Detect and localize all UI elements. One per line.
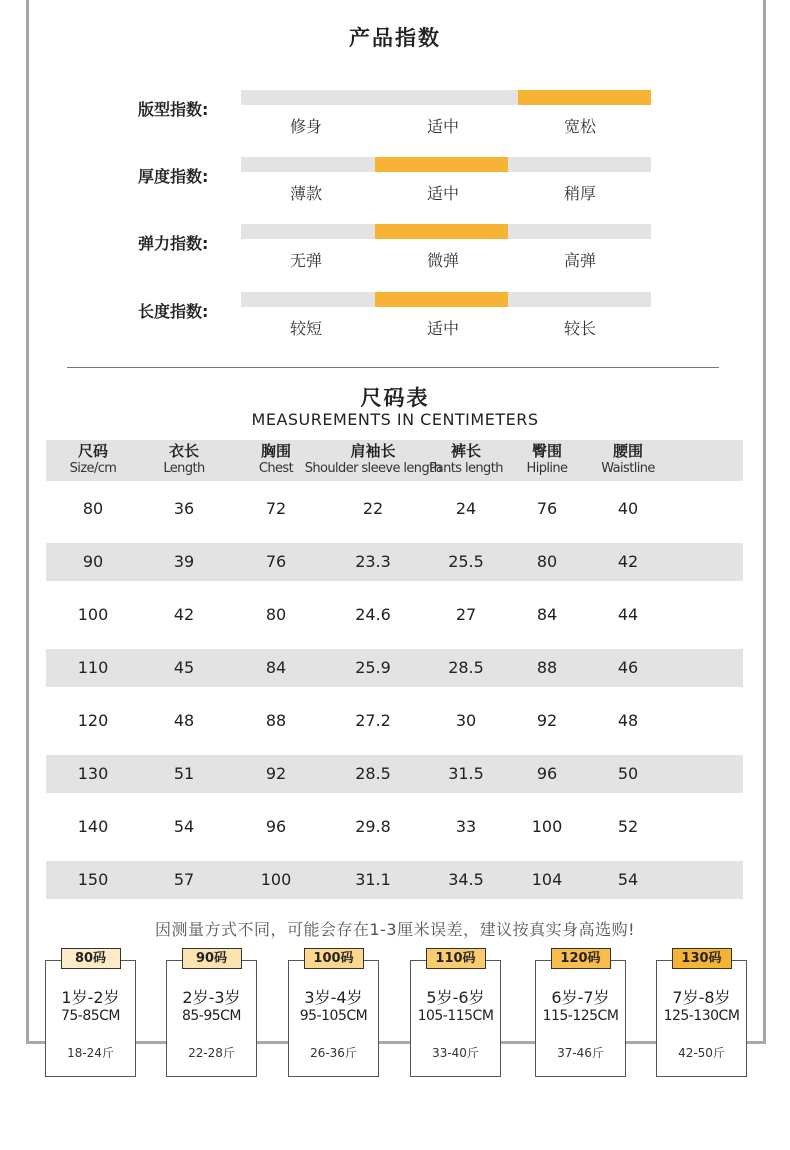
- header-zh: 胸围: [260, 442, 291, 460]
- table-cell: 90: [82, 552, 104, 571]
- index-row: [0, 157, 790, 207]
- size-badge: 100码: [304, 948, 364, 969]
- table-cell: 84: [265, 658, 287, 677]
- header-zh: 臀围: [531, 442, 562, 460]
- index-label: 厚度指数:: [138, 167, 209, 186]
- product-index-title: 产品指数: [349, 26, 441, 50]
- table-cell: 100: [260, 870, 292, 889]
- size-table-header: [46, 440, 743, 481]
- header-en: Pants length: [429, 461, 503, 476]
- header-zh: 尺码: [77, 442, 108, 460]
- header-en: Shoulder sleeve length: [304, 461, 442, 476]
- table-cell: 48: [617, 711, 639, 730]
- table-cell: 28.5: [448, 658, 484, 677]
- card-height-range: 75-85CM: [60, 1008, 121, 1024]
- table-cell: 54: [173, 817, 195, 836]
- table-cell: 36: [173, 499, 195, 518]
- index-bar: [241, 224, 651, 239]
- table-cell: 84: [536, 605, 558, 624]
- table-row: [46, 702, 743, 740]
- header-en: Length: [163, 461, 205, 476]
- index-option: 稍厚: [563, 184, 596, 203]
- size-chart-title: 尺码表: [360, 386, 430, 410]
- header-en: Hipline: [526, 461, 568, 476]
- table-cell: 150: [77, 870, 109, 889]
- table-header-cell: [601, 443, 655, 477]
- table-cell: 40: [617, 499, 639, 518]
- table-row: [46, 596, 743, 634]
- table-cell: 51: [173, 764, 195, 783]
- size-badge: 80码: [61, 948, 121, 969]
- card-weight-range: 37-46斤: [557, 1046, 604, 1060]
- table-cell: 80: [265, 605, 287, 624]
- table-cell: 27: [455, 605, 477, 624]
- table-row: [46, 543, 743, 581]
- table-cell: 22: [362, 499, 384, 518]
- index-bar-active-segment: [375, 224, 508, 239]
- card-age-range: 6岁-7岁: [551, 988, 610, 1007]
- header-zh: 肩袖长: [350, 442, 396, 460]
- card-height-range: 125-130CM: [663, 1008, 740, 1024]
- table-cell: 30: [455, 711, 477, 730]
- table-cell: 92: [265, 764, 287, 783]
- index-bar-segment: [241, 90, 374, 105]
- card-weight-range: 26-36斤: [310, 1046, 357, 1060]
- table-cell: 110: [77, 658, 109, 677]
- table-cell: 48: [173, 711, 195, 730]
- table-cell: 140: [77, 817, 109, 836]
- size-badge: 110码: [426, 948, 486, 969]
- header-zh: 裤长: [450, 442, 482, 460]
- size-card: [535, 951, 626, 1077]
- table-header-cell: [305, 443, 441, 477]
- size-card: [166, 951, 257, 1077]
- card-height-range: 105-115CM: [417, 1008, 494, 1024]
- card-weight-range: 42-50斤: [678, 1046, 725, 1060]
- card-weight-range: 33-40斤: [432, 1046, 479, 1060]
- size-card: [410, 951, 501, 1077]
- index-option: 宽松: [563, 117, 596, 136]
- card-weight-range: 22-28斤: [188, 1046, 235, 1060]
- table-cell: 76: [265, 552, 287, 571]
- table-cell: 27.2: [355, 711, 391, 730]
- table-cell: 100: [531, 817, 563, 836]
- index-bar: [241, 90, 651, 105]
- size-badge: 120码: [551, 948, 611, 969]
- index-bar-segment: [241, 224, 374, 239]
- table-row: [46, 649, 743, 687]
- index-row: [0, 90, 790, 140]
- size-badge: 90码: [182, 948, 242, 969]
- index-bar-segment: [241, 292, 374, 307]
- table-cell: 39: [173, 552, 195, 571]
- table-header-cell: [163, 443, 204, 477]
- table-header-cell: [259, 443, 293, 477]
- index-row: [0, 292, 790, 342]
- card-height-range: 85-95CM: [181, 1008, 242, 1024]
- header-zh: 衣长: [168, 442, 199, 460]
- index-bar: [241, 157, 651, 172]
- index-option: 适中: [426, 184, 459, 203]
- table-cell: 42: [617, 552, 639, 571]
- index-bar-segment: [518, 292, 651, 307]
- header-en: Chest: [258, 461, 294, 476]
- size-card: [288, 951, 379, 1077]
- header-zh: 腰围: [612, 442, 644, 460]
- table-cell: 88: [265, 711, 287, 730]
- card-age-range: 3岁-4岁: [304, 988, 363, 1007]
- index-option: 薄款: [289, 184, 322, 203]
- index-option: 适中: [426, 117, 459, 136]
- table-cell: 31.5: [448, 764, 484, 783]
- index-bar-segment: [375, 90, 508, 105]
- index-row: [0, 224, 790, 274]
- table-cell: 88: [536, 658, 558, 677]
- index-bar-active-segment: [375, 292, 508, 307]
- index-option: 较短: [289, 319, 322, 338]
- index-bar-active-segment: [518, 90, 651, 105]
- table-cell: 25.5: [448, 552, 484, 571]
- index-bar-segment: [241, 157, 374, 172]
- index-bar-segment: [518, 224, 651, 239]
- table-cell: 42: [173, 605, 195, 624]
- table-cell: 45: [173, 658, 195, 677]
- index-option: 较长: [563, 319, 596, 338]
- index-bar-segment: [518, 157, 651, 172]
- table-row: [46, 755, 743, 793]
- index-label: 版型指数:: [138, 100, 209, 119]
- index-label: 弹力指数:: [138, 234, 209, 253]
- table-cell: 29.8: [355, 817, 391, 836]
- table-row: [46, 490, 743, 528]
- size-badge: 130码: [672, 948, 732, 969]
- index-label: 长度指数:: [138, 302, 209, 321]
- table-cell: 130: [77, 764, 109, 783]
- table-header-cell: [429, 443, 503, 477]
- header-en: Size/cm: [69, 461, 117, 476]
- header-en: Waistline: [601, 461, 655, 476]
- table-row: [46, 808, 743, 846]
- index-option: 无弹: [289, 251, 322, 270]
- table-cell: 52: [617, 817, 639, 836]
- table-cell: 57: [173, 870, 195, 889]
- table-cell: 24: [455, 499, 477, 518]
- index-option: 高弹: [563, 251, 596, 270]
- table-cell: 120: [77, 711, 109, 730]
- index-option: 修身: [289, 117, 322, 136]
- card-age-range: 1岁-2岁: [61, 988, 120, 1007]
- table-cell: 34.5: [448, 870, 484, 889]
- card-weight-range: 18-24斤: [67, 1046, 114, 1060]
- card-height-range: 115-125CM: [542, 1008, 619, 1024]
- table-cell: 25.9: [355, 658, 391, 677]
- frame-bottom-line: [26, 1041, 766, 1044]
- table-header-cell: [70, 443, 117, 477]
- table-cell: 104: [531, 870, 563, 889]
- table-cell: 80: [82, 499, 104, 518]
- table-cell: 76: [536, 499, 558, 518]
- table-cell: 24.6: [355, 605, 391, 624]
- table-cell: 44: [617, 605, 639, 624]
- size-chart-subtitle: MEASUREMENTS IN CENTIMETERS: [251, 410, 539, 429]
- table-header-cell: [527, 443, 568, 477]
- section-divider: [67, 367, 719, 368]
- index-bar-active-segment: [375, 157, 508, 172]
- measurement-note: 因测量方式不同，可能会存在1-3厘米误差，建议按真实身高选购!: [154, 920, 636, 939]
- table-cell: 54: [617, 870, 639, 889]
- card-age-range: 2岁-3岁: [182, 988, 241, 1007]
- size-card: [656, 951, 747, 1077]
- table-cell: 31.1: [355, 870, 391, 889]
- table-cell: 96: [536, 764, 558, 783]
- table-cell: 23.3: [355, 552, 391, 571]
- table-cell: 80: [536, 552, 558, 571]
- card-age-range: 7岁-8岁: [672, 988, 731, 1007]
- table-cell: 50: [617, 764, 639, 783]
- table-cell: 100: [77, 605, 109, 624]
- index-option: 适中: [426, 319, 459, 338]
- size-card: [45, 951, 136, 1077]
- table-cell: 96: [265, 817, 287, 836]
- index-option: 微弹: [426, 251, 459, 270]
- table-cell: 92: [536, 711, 558, 730]
- card-height-range: 95-105CM: [299, 1008, 368, 1024]
- table-cell: 72: [265, 499, 287, 518]
- table-row: [46, 861, 743, 899]
- card-age-range: 5岁-6岁: [426, 988, 485, 1007]
- table-cell: 28.5: [355, 764, 391, 783]
- table-cell: 46: [617, 658, 639, 677]
- index-bar: [241, 292, 651, 307]
- table-cell: 33: [455, 817, 477, 836]
